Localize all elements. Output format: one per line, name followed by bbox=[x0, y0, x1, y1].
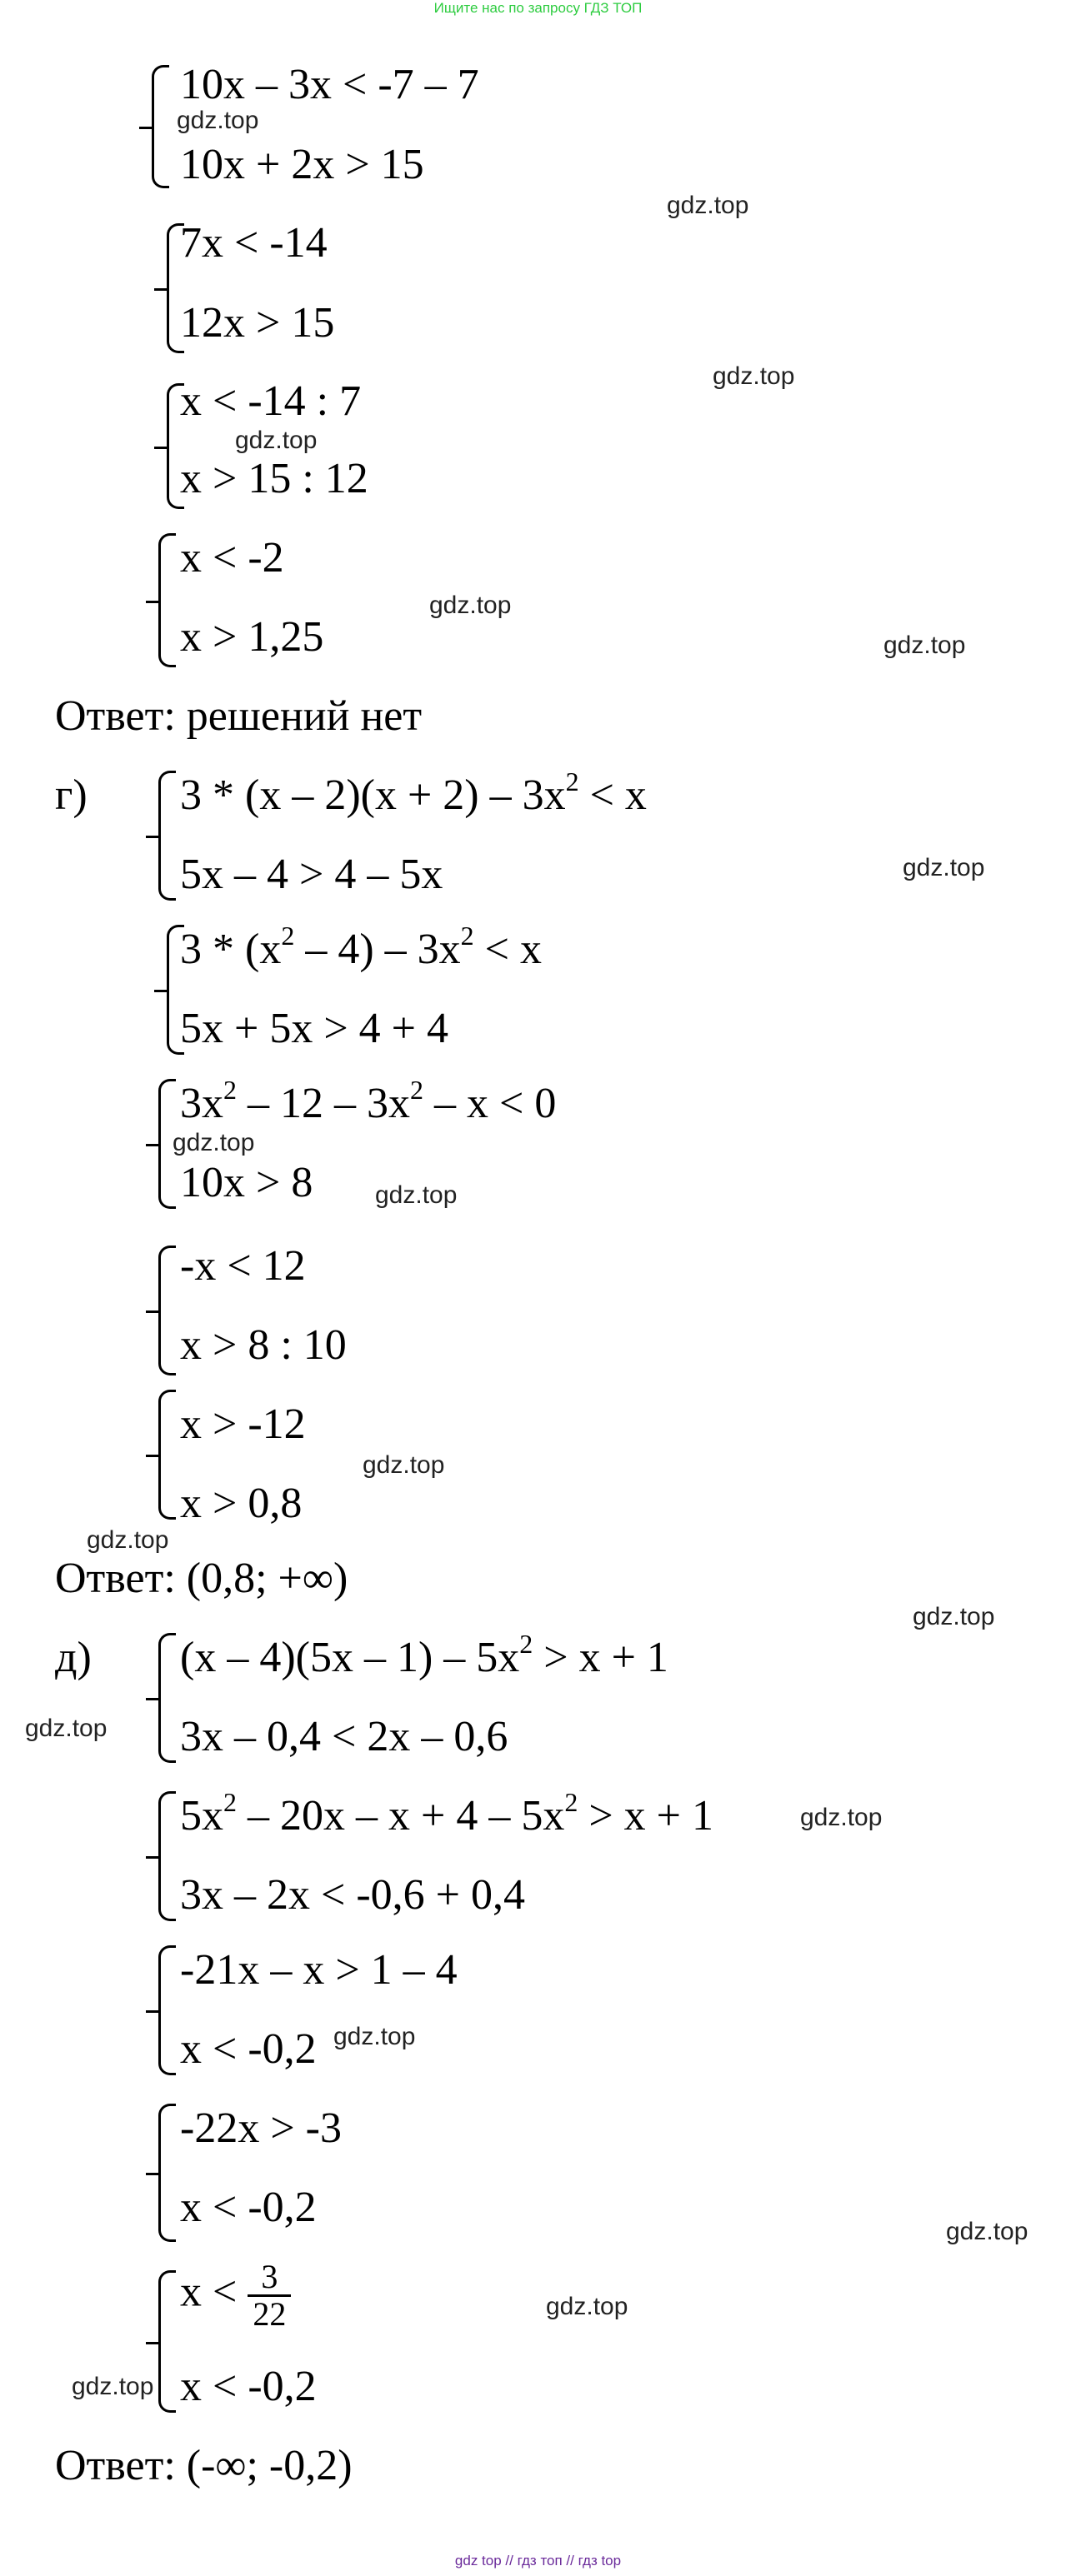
equation-line: -x < 12 bbox=[180, 1242, 306, 1290]
equation-line: x > 1,25 bbox=[180, 613, 324, 661]
system-brace bbox=[158, 533, 176, 667]
system-brace bbox=[158, 1945, 176, 2075]
equation-line: $5x^2 - 20x - x + 4 - 5x^2 > x + 1$ bbox=[180, 1787, 713, 1840]
watermark: gdz.top bbox=[235, 427, 318, 454]
search-hint-link[interactable]: Ищите нас по запросу ГДЗ ТОП bbox=[433, 0, 643, 16]
equation-line: x < -0,2 bbox=[180, 2184, 317, 2231]
equation-line: 5x – 4 > 4 – 5x bbox=[180, 851, 443, 898]
system-brace bbox=[158, 1791, 176, 1921]
fraction: $\frac{3}{22}$ bbox=[248, 2259, 291, 2332]
answer-v: Ответ: решений нет bbox=[55, 692, 423, 740]
equation-line: $3 * (x - 2)(x + 2) - 3x^2 < x$ bbox=[180, 766, 647, 819]
system-brace bbox=[158, 1246, 176, 1375]
system-brace bbox=[152, 65, 169, 188]
watermark: gdz.top bbox=[667, 192, 749, 219]
equation-line: x < $\frac{3}{22}$ bbox=[180, 2259, 291, 2332]
system-brace bbox=[158, 2104, 176, 2242]
equation-line: 12x > 15 bbox=[180, 299, 335, 347]
system-brace bbox=[158, 771, 176, 901]
equation-line: $3x^2 - 12 - 3x^2 - x < 0$ bbox=[180, 1075, 557, 1127]
equation-line: x < -14 : 7 bbox=[180, 377, 362, 425]
watermark: gdz.top bbox=[333, 2023, 416, 2050]
watermark: gdz.top bbox=[173, 1129, 255, 1156]
equation-line: x > 15 : 12 bbox=[180, 455, 368, 502]
equation-line: 3x – 2x < -0,6 + 0,4 bbox=[180, 1871, 525, 1919]
equation-line: x < -0,2 bbox=[180, 2025, 317, 2073]
system-brace bbox=[158, 2270, 176, 2413]
equation-line: x > 0,8 bbox=[180, 1480, 303, 1527]
answer-d: Ответ: (-∞; -0,2) bbox=[55, 2442, 353, 2489]
footer-links[interactable]: gdz top // гдз топ // гдз top bbox=[454, 2553, 622, 2569]
equation-line: 10x > 8 bbox=[180, 1159, 313, 1206]
equation-line: 10x + 2x > 15 bbox=[180, 141, 424, 188]
equation-line: $(x - 4)(5x - 1) - 5x^2 > x + 1$ bbox=[180, 1629, 668, 1681]
watermark: gdz.top bbox=[25, 1715, 108, 1742]
watermark: gdz.top bbox=[713, 362, 795, 390]
watermark: gdz.top bbox=[913, 1603, 995, 1630]
equation-line: x < -2 bbox=[180, 534, 284, 582]
watermark: gdz.top bbox=[177, 107, 259, 134]
watermark: gdz.top bbox=[800, 1804, 883, 1831]
watermark: gdz.top bbox=[375, 1181, 458, 1209]
watermark: gdz.top bbox=[946, 2218, 1028, 2245]
watermark: gdz.top bbox=[903, 854, 985, 881]
answer-g: Ответ: (0,8; +∞) bbox=[55, 1555, 348, 1602]
system-brace bbox=[158, 1390, 176, 1520]
equation-line: $3 * (x^2 - 4) - 3x^2 < x$ bbox=[180, 921, 542, 973]
part-label-g: г) bbox=[55, 771, 88, 819]
equation-line: x > -12 bbox=[180, 1400, 306, 1448]
watermark: gdz.top bbox=[429, 592, 512, 619]
watermark: gdz.top bbox=[363, 1451, 445, 1479]
watermark: gdz.top bbox=[72, 2373, 154, 2400]
equation-line: 3x – 0,4 < 2x – 0,6 bbox=[180, 1713, 508, 1760]
system-brace bbox=[158, 1633, 176, 1763]
watermark: gdz.top bbox=[883, 632, 966, 659]
part-label-d: д) bbox=[55, 1634, 92, 1681]
equation-line: -21x – x > 1 – 4 bbox=[180, 1946, 458, 1994]
equation-line: 5x + 5x > 4 + 4 bbox=[180, 1005, 448, 1052]
equation-line: 10x – 3x < -7 – 7 bbox=[180, 61, 479, 108]
watermark: gdz.top bbox=[546, 2293, 628, 2320]
watermark: gdz.top bbox=[87, 1526, 169, 1554]
equation-line: x < -0,2 bbox=[180, 2363, 317, 2410]
equation-line: -22x > -3 bbox=[180, 2104, 342, 2152]
equation-line: 7x < -14 bbox=[180, 219, 328, 267]
equation-line: x > 8 : 10 bbox=[180, 1321, 347, 1369]
